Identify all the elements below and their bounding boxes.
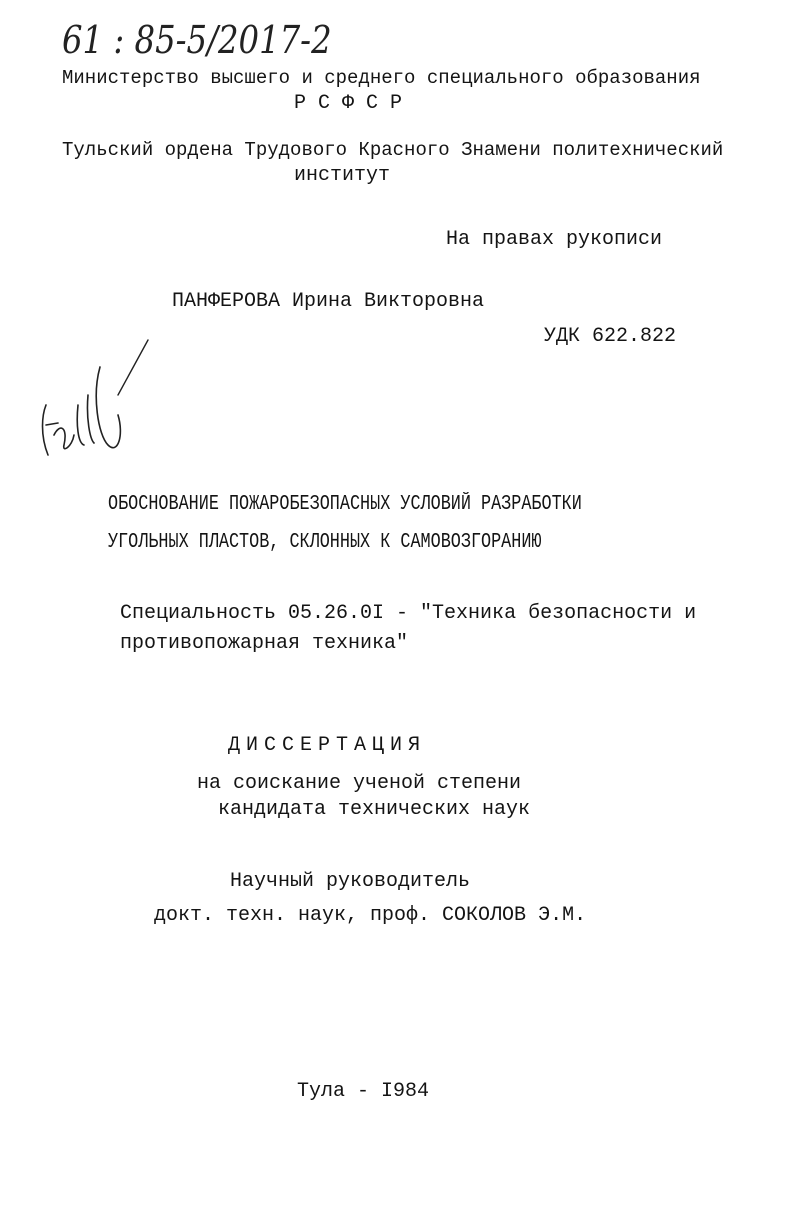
- specialty-line-2: противопожарная техника": [120, 632, 409, 655]
- title-line-2: УГОЛЬНЫХ ПЛАСТОВ, СКЛОННЫХ К САМОВОЗГОРАНИЮ: [108, 531, 542, 554]
- dissertation-heading: ДИССЕРТАЦИЯ: [228, 734, 427, 757]
- specialty-line-1: Специальность 05.26.0I - "Техника безопасности и: [120, 602, 697, 625]
- archive-number: 61 : 85-5/2017-2: [62, 18, 332, 62]
- manuscript-rights: На правах рукописи: [446, 228, 663, 251]
- author-name: ПАНФЕРОВА Ирина Викторовна: [172, 290, 485, 313]
- signature-mark: [28, 335, 158, 485]
- ministry-line-1: Министерство высшего и среднего специального образования: [62, 67, 701, 89]
- institute-line-2: институт: [294, 164, 391, 187]
- udc-code: УДК 622.822: [544, 325, 677, 348]
- ministry-line-2: Р С Ф С Р: [294, 92, 403, 115]
- supervisor-name: докт. техн. наук, проф. СОКОЛОВ Э.М.: [154, 904, 587, 927]
- dissertation-line-1: на соискание ученой степени: [197, 772, 522, 795]
- institute-line-1: Тульский ордена Трудового Красного Знамени политехнический: [62, 139, 724, 161]
- title-line-1: ОБОСНОВАНИЕ ПОЖАРОБЕЗОПАСНЫХ УСЛОВИЙ РАЗРАБОТКИ: [108, 493, 582, 516]
- supervisor-label: Научный руководитель: [230, 870, 471, 893]
- place-year: Тула - I984: [297, 1080, 430, 1103]
- dissertation-line-2: кандидата технических наук: [218, 798, 531, 821]
